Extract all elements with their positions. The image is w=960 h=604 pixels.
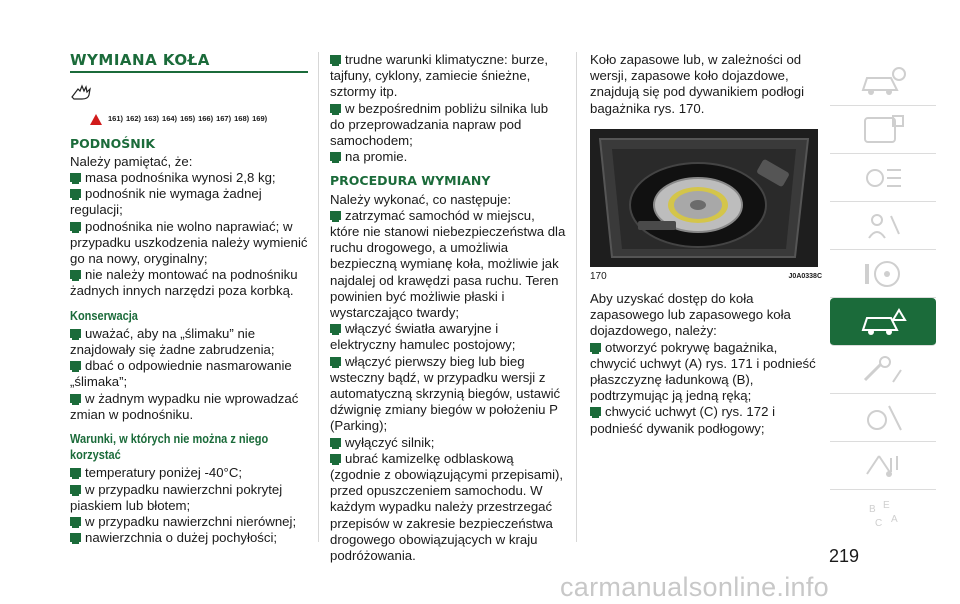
dashboard-warning-icon xyxy=(857,112,909,148)
specs-icon xyxy=(857,400,909,436)
steering-icon xyxy=(857,256,909,292)
bullet-icon xyxy=(330,152,341,161)
ref: 167) xyxy=(216,114,232,124)
list-item: ubrać kamizelkę odblaskową (zgodnie z obowiązującymi przepisami), przed opuszczeniem samochodu. W każdym wypadku należy przestrzegać przepisów w zakresie bezpieczeństwa drogowego obowiązujących w kraju podróżowania. xyxy=(330,450,564,564)
access-text: Aby uzyskać dostęp do koła zapasowego lub zapasowego koła dojazdowego, należy: xyxy=(590,291,791,339)
heading-conditions: Warunki, w których nie można z niego korzystać xyxy=(70,432,269,463)
warning-triangle-icon xyxy=(90,114,102,125)
ref: 162) xyxy=(126,114,142,124)
column-2 xyxy=(330,52,566,564)
bullet-icon xyxy=(70,468,81,477)
figure-number: 170 xyxy=(590,270,607,282)
intro-text: Należy pamiętać, że: xyxy=(70,153,193,169)
list-item: włączyć pierwszy bieg lub bieg wsteczny bądź, w przypadku wersji z automatyczną skrzynią biegów, ustawić dźwignię zmiany biegów w położeniu P (Parking); xyxy=(330,353,561,434)
spare-wheel-illustration xyxy=(590,129,818,267)
bullet-icon xyxy=(70,222,81,231)
list-item: w przypadku nawierzchni nierównej; xyxy=(70,514,308,530)
bullet-icon xyxy=(70,361,81,370)
list-item: zatrzymać samochód w miejscu, które nie stanowi niebezpieczeństwa dla ruchu drogowego, a umożliwia bezpieczną wymianę koła, możliwie jak najdalej od krawędzi pasa ruchu. Teren powinien być możliwie płaski i wystarczająco twardy; xyxy=(330,207,566,321)
bullet-icon xyxy=(70,329,81,338)
nav-specs[interactable] xyxy=(830,394,936,442)
chapter-sidebar xyxy=(830,58,936,537)
list-item: włączyć światła awaryjne i elektryczny hamulec postojowy; xyxy=(330,321,516,353)
nav-maintenance[interactable] xyxy=(830,346,936,394)
figure-code: J0A0338C xyxy=(788,272,822,280)
nav-safety[interactable] xyxy=(830,202,936,250)
intro-text: Koło zapasowe lub, w zależności od wersji, zapasowe koło dojazdowe, znajdują się pod dywanikiem podłogi bagażnika rys. 170. xyxy=(590,52,805,116)
bullet-icon xyxy=(330,104,341,113)
bullet-icon xyxy=(70,485,81,494)
column-3 xyxy=(590,52,822,437)
column-1 xyxy=(70,52,308,546)
bullet-icon xyxy=(330,324,341,333)
heading-maintenance: Konserwacja xyxy=(70,308,138,323)
ref: 165) xyxy=(180,114,196,124)
watermark: carmanualsonline.info xyxy=(560,572,829,602)
bullet-icon xyxy=(70,173,81,182)
list-item: w bezpośrednim pobliżu silnika lub do przeprowadzania napraw pod samochodem; xyxy=(330,100,549,149)
list-item: uważać, aby na „ślimaku” nie znajdowały się żadne zabrudzenia; xyxy=(70,325,275,358)
list-item: wyłączyć silnik; xyxy=(330,435,566,451)
warning-references xyxy=(70,111,308,127)
lights-icon xyxy=(857,160,909,196)
bullet-icon xyxy=(330,454,341,463)
list-item: nie należy montować na podnośniku żadnych innych narzędzi poza korbką. xyxy=(70,267,298,299)
ref: 163) xyxy=(144,114,160,124)
list-item: trudne warunki klimatyczne: burze, tajfuny, cyklony, zamiecie śnieżne, sztormy itp. xyxy=(330,52,549,100)
list-item: masa podnośnika wynosi 2,8 kg; xyxy=(70,170,308,186)
figure-caption xyxy=(590,269,822,285)
emergency-car-icon xyxy=(857,304,909,340)
bullet-icon xyxy=(330,55,341,64)
bullet-icon xyxy=(70,517,81,526)
ref: 169) xyxy=(252,114,268,124)
svg-text:C: C xyxy=(875,517,883,529)
svg-text:E: E xyxy=(883,499,890,511)
list-item: w przypadku nawierzchni pokrytej piaskiem lub błotem; xyxy=(70,481,283,513)
nav-driving[interactable] xyxy=(830,250,936,298)
bullet-icon xyxy=(70,270,81,279)
ref: 168) xyxy=(234,114,250,124)
bullet-icon xyxy=(330,438,341,447)
list-item: chwycić uchwyt (C) rys. 172 i podnieść dywanik podłogowy; xyxy=(590,404,776,436)
nav-index[interactable] xyxy=(830,490,936,537)
media-icon xyxy=(857,448,909,484)
bullet-icon xyxy=(70,533,81,542)
list-item: podnośnika nie wolno naprawiać; w przypadku uszkodzenia należy wymienić go na nowy, oryginalny; xyxy=(70,218,308,267)
bullet-icon xyxy=(330,357,341,366)
column-divider xyxy=(576,52,577,542)
maintenance-icon xyxy=(857,352,909,388)
bullet-icon xyxy=(70,394,81,403)
ref: 166) xyxy=(198,114,214,124)
list-item: otworzyć pokrywę bagażnika, chwycić uchwyt (A) rys. 171 i podnieść płaszczyznę ładunkową (B), podtrzymując ją jedną ręką; xyxy=(590,339,816,404)
list-item: nawierzchnia o dużej pochyłości; xyxy=(70,530,308,546)
column-divider xyxy=(318,52,319,542)
warning-hand-icon xyxy=(70,83,96,101)
bullet-icon xyxy=(590,407,601,416)
nav-dashboard[interactable] xyxy=(830,106,936,154)
intro-text: Należy wykonać, co następuje: xyxy=(330,191,512,207)
list-item: podnośnik nie wymaga żadnej regulacji; xyxy=(70,186,262,218)
list-item: na promie. xyxy=(330,149,566,165)
nav-lights[interactable] xyxy=(830,154,936,202)
svg-text:A: A xyxy=(891,513,898,525)
nav-car-info[interactable] xyxy=(830,58,936,106)
spare-wheel-photo xyxy=(590,129,818,267)
bullet-icon xyxy=(70,189,81,198)
list-item: temperatury poniżej -40°C; xyxy=(70,465,308,481)
bullet-icon xyxy=(590,343,601,352)
nav-emergency[interactable] xyxy=(830,298,936,346)
ref: 161) xyxy=(108,114,124,124)
heading-procedure: PROCEDURA WYMIANY xyxy=(330,173,491,189)
index-icon xyxy=(857,496,909,532)
page-number: 219 xyxy=(829,546,860,566)
bullet-icon xyxy=(330,211,341,220)
ref: 164) xyxy=(162,114,178,124)
safety-icon xyxy=(857,208,909,244)
list-item: w żadnym wypadku nie wprowadzać zmian w podnośniku. xyxy=(70,390,299,422)
list-item: dbać o odpowiednie nasmarowanie „ślimaka”; xyxy=(70,358,292,390)
heading-jack: PODNOŚNIK xyxy=(70,135,156,151)
section-title: WYMIANA KOŁA xyxy=(70,52,308,73)
car-info-icon xyxy=(857,64,909,100)
nav-media[interactable] xyxy=(830,442,936,490)
svg-text:B: B xyxy=(869,503,876,515)
